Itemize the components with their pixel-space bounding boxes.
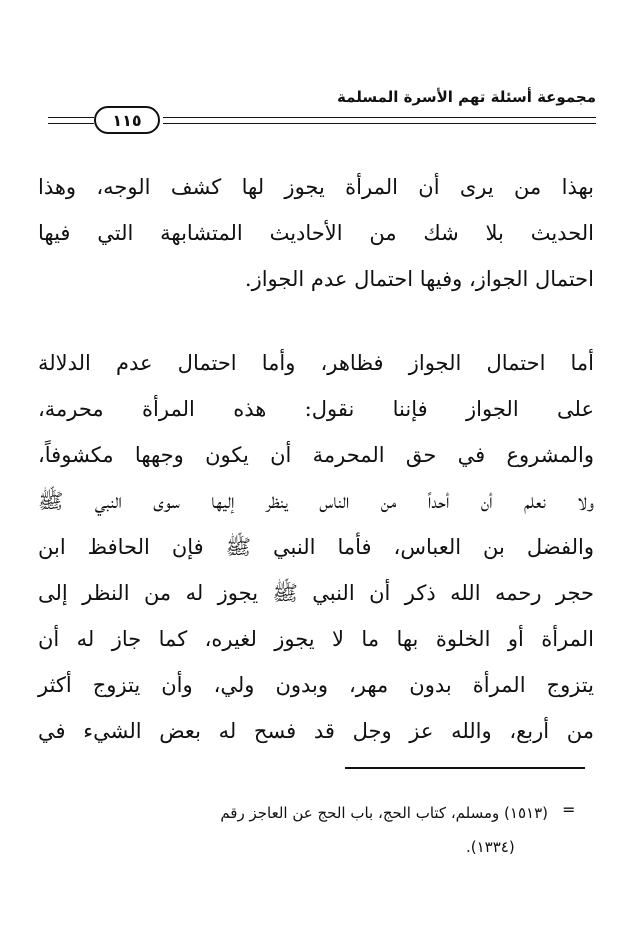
footnote-line-2: (١٣٣٤). — [466, 838, 515, 856]
text-line: احتمال الجواز، وفيها احتمال عدم الجواز. — [244, 267, 594, 291]
header-rule-right — [163, 117, 596, 124]
text-line: الحديث بلا شك من الأحاديث المتشابهة التي فيها — [38, 221, 594, 245]
footnote-continuation-marker: = — [562, 800, 576, 819]
text-line: بهذا من يرى أن المرأة يجوز لها كشف الوجه، وهذا — [38, 175, 594, 199]
text-line: المرأة أو الخلوة بها ما لا يجوز لغيره، كما جاز له أن — [38, 627, 594, 651]
page-number: ١١٥ — [94, 106, 160, 134]
text-line: حجر رحمه الله ذكر أن النبي ﷺ يجوز له من النظر إلى — [38, 581, 594, 605]
footnote-divider — [345, 767, 585, 769]
text-line: من أربع، والله عز وجل قد فسح له بعض الشيء في — [38, 719, 594, 743]
paragraph-1 — [38, 164, 594, 302]
text-line: والفضل بن العباس، فأما النبي ﷺ فإن الحافظ ابن — [38, 535, 594, 559]
footnote-line-1: (١٥١٣) ومسلم، كتاب الحج، باب الحج عن العاجز رقم — [220, 804, 548, 822]
running-title: مجموعة أسئلة تهم الأسرة المسلمة — [337, 88, 596, 106]
header-rule-left — [48, 117, 94, 124]
text-line: ولا نعلم أن أحداً من الناس ينظر إليها سوى النبي ﷺ — [38, 489, 594, 513]
paragraph-2 — [38, 340, 594, 754]
text-line: يتزوج المرأة بدون مهر، وبدون ولي، وأن يتزوج أكثر — [38, 673, 594, 697]
text-line: والمشروع في حق المحرمة أن يكون وجهها مكشوفاً، — [38, 443, 594, 467]
text-line: على الجواز فإننا نقول: هذه المرأة محرمة، — [38, 397, 594, 421]
text-line: أما احتمال الجواز فظاهر، وأما احتمال عدم الدلالة — [38, 351, 594, 375]
